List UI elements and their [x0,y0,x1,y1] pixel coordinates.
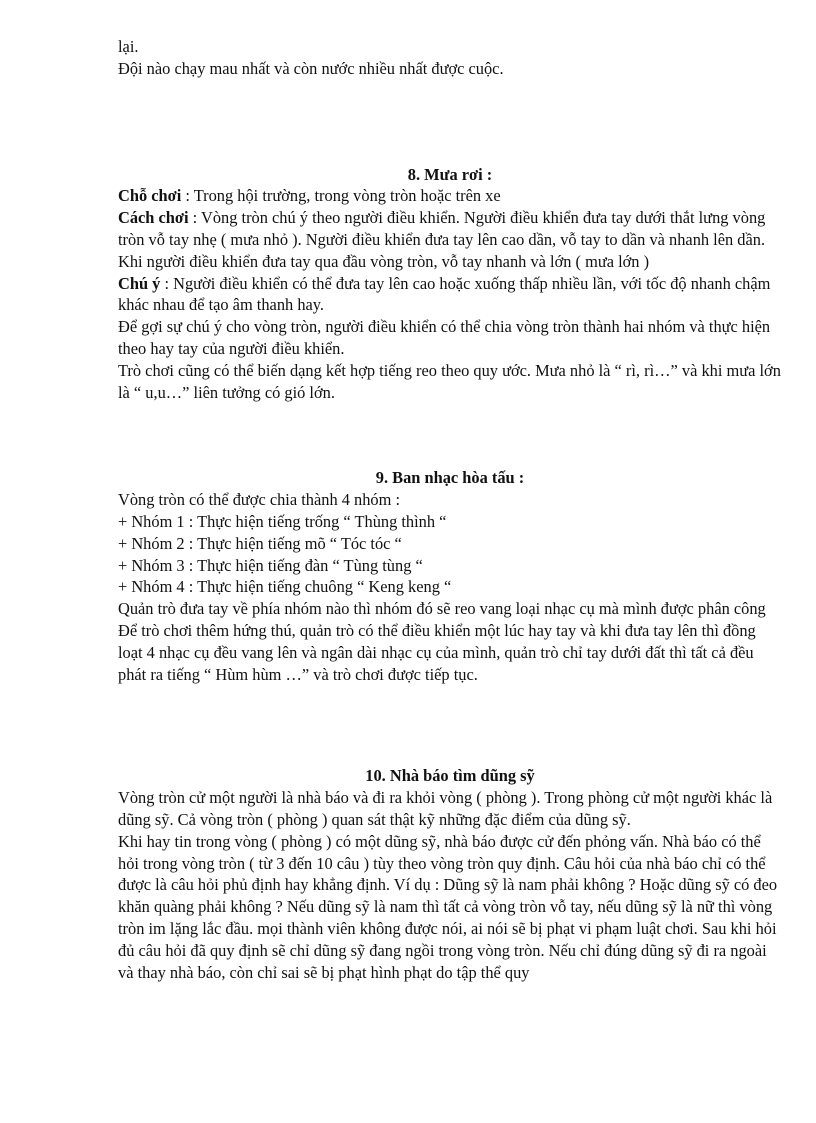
document-page [118,36,782,983]
group-item: + Nhóm 3 : Thực hiện tiếng đàn “ Tùng tùng “ [118,555,423,575]
group-item: + Nhóm 1 : Thực hiện tiếng trống “ Thùng thình “ [118,511,447,531]
spacer [118,403,782,467]
section-8-title: 8. Mưa rơi : [407,164,493,184]
section-9-paragraph-2: Quản trò đưa tay về phía nhóm nào thì nhóm đó sẽ reo vang loại nhạc cụ mà mình được phân công [118,599,766,619]
group-item: + Nhóm 2 : Thực hiện tiếng mõ “ Tóc tóc “ [118,533,402,553]
section-8-how [118,207,782,272]
how-text: : Vòng tròn chú ý theo người điều khiển. Người điều khiển đưa tay dưới thắt lưng vòng tròn vỗ tay nhẹ ( mưa nhỏ ). Người điều khiển đưa tay lên cao dần, vỗ tay to dần và nhanh lên dần. Khi người điều khiển đưa tay qua đầu vòng tròn, vỗ tay nhanh và lớn ( mưa lớn ) [118,208,766,271]
spacer [118,685,782,765]
section-8-paragraph-4: Để gợi sự chú ý cho vòng tròn, người điều khiển có thể chia vòng tròn thành hai nhóm và thực hiện theo hay tay của người điều khiển. [118,317,771,358]
section-10-paragraph-1: Vòng tròn cử một người là nhà báo và đi ra khỏi vòng ( phòng ). Trong phòng cử một người khác là dũng sỹ. Cả vòng tròn ( phòng ) quan sát thật kỹ những đặc điểm của dũng sỹ. [118,788,773,829]
section-9-paragraph-1: Vòng tròn có thể được chia thành 4 nhóm : [118,490,401,510]
section-8-note [118,273,782,317]
section-8-place [118,185,782,207]
place-text: : Trong hội trường, trong vòng tròn hoặc trên xe [181,186,501,206]
intro-line-2: Đội nào chạy mau nhất và còn nước nhiều nhất được cuộc. [118,58,504,78]
place-label: Chỗ chơi [118,186,182,206]
note-text: : Người điều khiển có thể đưa tay lên cao hoặc xuống thấp nhiều lần, với tốc độ nhanh chậm khác nhau để tạo âm thanh hay. [118,273,771,315]
intro-line-1: lại. [118,37,139,56]
section-10-paragraph-2: Khi hay tin trong vòng ( phòng ) có một dũng sỹ, nhà báo được cử đến phỏng vấn. Nhà báo có thể hỏi trong vòng tròn ( từ 3 đến 10 câu ) tùy theo vòng tròn quy định. Câu hỏi của nhà báo chỉ có thể được là câu hỏi phủ định hay khẳng định. Ví dụ : Dũng sỹ là nam phải không ? Hoặc dũng sỹ có đeo khăn quàng phải không ? Nếu dũng sỹ là nam thì tất cả vòng tròn vỗ tay, nếu dũng sỹ là nữ thì vòng tròn im lặng lắc đầu. mọi thành viên không được nói, ai nói sẽ bị phạt vi phạm luật chơi. Sau khi hỏi đủ câu hỏi đã quy định sẽ chỉ dũng sỹ đang ngồi trong vòng tròn. Nếu chỉ đúng dũng sỹ đi ra ngoài và thay nhà báo, còn chỉ sai sẽ bị phạt hình phạt do tập thể quy [118,831,778,982]
section-8-paragraph-5: Trò chơi cũng có thể biến dạng kết hợp tiếng reo theo quy ước. Mưa nhỏ là “ rì, rì…” và khi mưa lớn là “ u,u…” liên tưởng có gió lớn. [118,360,781,402]
section-9-title: 9. Ban nhạc hòa tấu : [375,468,525,488]
how-label: Cách chơi [118,208,189,228]
note-label: Chú ý [118,273,161,293]
group-item: + Nhóm 4 : Thực hiện tiếng chuông “ Keng keng “ [118,577,452,597]
section-9-paragraph-3: Để trò chơi thêm hứng thú, quản trò có thể điều khiển một lúc hay tay và khi đưa tay lên thì đồng loạt 4 nhạc cụ đều vang lên và ngân dài nhạc cụ của mình, quản trò chỉ tay dưới đất thì tất cả đều phát ra tiếng “ Hùm hùm …” và trò chơi được tiếp tục. [118,620,756,684]
spacer [118,80,782,164]
section-10-title: 10. Nhà báo tìm dũng sỹ [365,766,535,786]
